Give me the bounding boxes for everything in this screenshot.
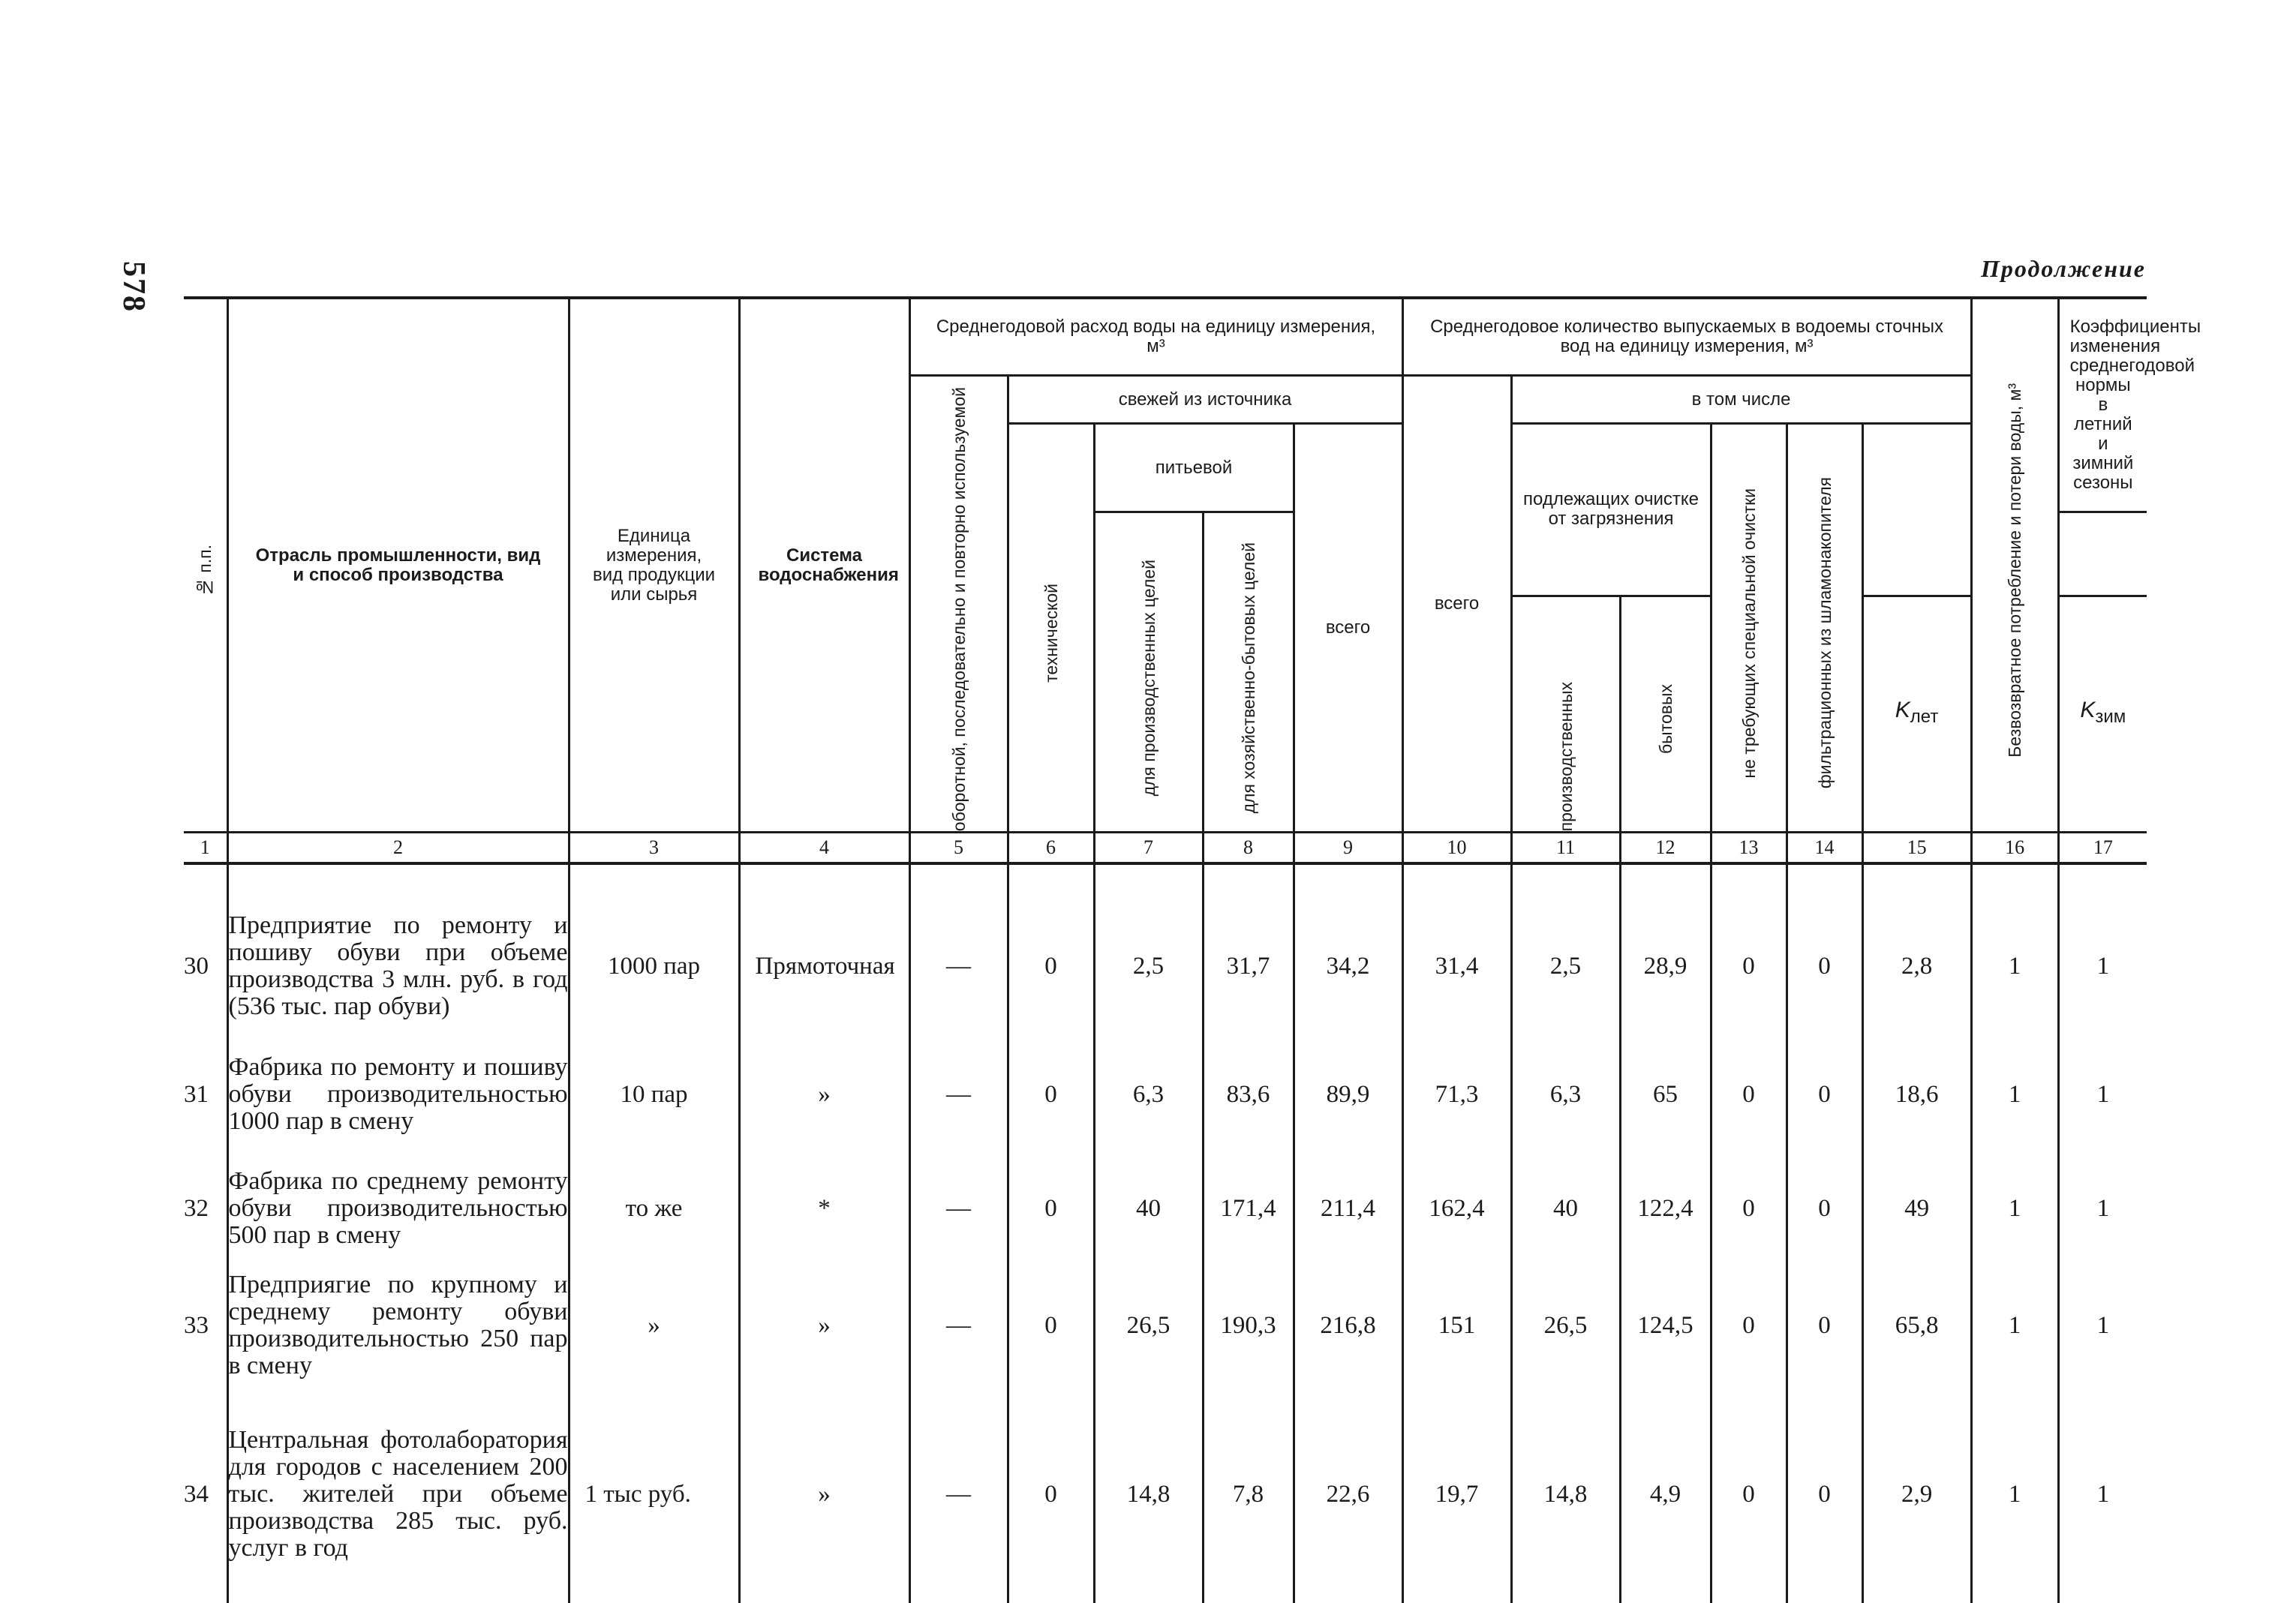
row-system: »: [739, 1265, 909, 1385]
cell-c12: 28,9: [1620, 895, 1711, 1037]
col-unit-header: Единица измерения, вид продукции или сырья: [569, 298, 739, 833]
table-row: [184, 1151, 2147, 1265]
cell-c14: 0: [1787, 1265, 1862, 1385]
cell-c11: 26,5: [1511, 1265, 1620, 1385]
col-losses-header: Безвозвратное потребление и потери воды, м³: [1971, 298, 2058, 833]
cell-c6: 0: [1008, 1037, 1094, 1151]
cell-c10: 19,7: [1402, 1385, 1511, 1603]
coef-spacer: [1862, 512, 2058, 596]
cell-c8: 190,3: [1203, 1265, 1294, 1385]
cell-c15: 2,9: [1862, 1385, 1971, 1603]
col-recycled-header: оборотной, последовательно и повторно используемой: [909, 376, 1008, 833]
colnum-1: 1: [184, 833, 227, 864]
row-description: Предприятие по ремонту и пошиву обуви при объеме производства 3 млн. руб. в год (536 тыс. пар обуви): [227, 895, 569, 1037]
cell-c11: 6,3: [1511, 1037, 1620, 1151]
colnum-15: 15: [1862, 833, 1971, 864]
cell-c5: —: [909, 895, 1008, 1037]
cell-c14: 0: [1787, 895, 1862, 1037]
cell-c6: 0: [1008, 1385, 1094, 1603]
cell-c12: 124,5: [1620, 1265, 1711, 1385]
cell-c9: 216,8: [1294, 1265, 1402, 1385]
cell-c7: 40: [1094, 1151, 1203, 1265]
cell-c9: 34,2: [1294, 895, 1402, 1037]
colnum-10: 10: [1402, 833, 1511, 864]
colnum-16: 16: [1971, 833, 2058, 864]
colnum-9: 9: [1294, 833, 1402, 864]
cell-c5: —: [909, 1265, 1008, 1385]
cell-c9: 89,9: [1294, 1037, 1402, 1151]
table-row: [184, 1265, 2147, 1385]
row-description: Фабрика по среднему ремонту обуви производительностью 500 пар в смену: [227, 1151, 569, 1265]
group-consumption-header: Среднегодовой расход воды на единицу измерения, м³: [909, 298, 1402, 376]
col-industry-header: Отрасль промышленности, вид и способ производства: [227, 298, 569, 833]
group-coef-header: Коэффициенты изменения среднегодовой нормы в летний и зимний сезоны: [2058, 298, 2147, 512]
col-production-header: для производственных целей: [1094, 512, 1203, 833]
cell-c7: 26,5: [1094, 1265, 1203, 1385]
cell-c8: 31,7: [1203, 895, 1294, 1037]
cell-c14: 0: [1787, 1385, 1862, 1603]
cell-c14: 0: [1787, 1151, 1862, 1265]
cell-c10: 162,4: [1402, 1151, 1511, 1265]
cell-c8: 83,6: [1203, 1037, 1294, 1151]
cell-c6: 0: [1008, 1151, 1094, 1265]
water-norms-table: [184, 296, 2201, 1603]
row-system: »: [739, 1385, 909, 1603]
cell-c9: 22,6: [1294, 1385, 1402, 1603]
page-number: 578: [116, 261, 151, 313]
cell-c13: 0: [1711, 1265, 1787, 1385]
col-technical-header: технической: [1008, 424, 1094, 833]
col-no-treatment-header: не требующих специальной очистки: [1711, 424, 1787, 833]
cell-c11: 2,5: [1511, 895, 1620, 1037]
cell-c8: 171,4: [1203, 1151, 1294, 1265]
col-total-header: всего: [1294, 424, 1402, 833]
colnum-17: 17: [2058, 833, 2147, 864]
cell-c16: 1: [1971, 1265, 2058, 1385]
cell-c15: 49: [1862, 1151, 1971, 1265]
cell-c17: 1: [2058, 895, 2147, 1037]
colnum-7: 7: [1094, 833, 1203, 864]
cell-c7: 6,3: [1094, 1037, 1203, 1151]
group-discharge-header: Среднегодовое количество выпускаемых в водоемы сточных вод на единицу измерения, м³: [1402, 298, 1971, 376]
group-including-header: в том числе: [1511, 376, 1971, 424]
cell-c6: 0: [1008, 1265, 1094, 1385]
cell-c15: 65,8: [1862, 1265, 1971, 1385]
cell-c12: 65: [1620, 1037, 1711, 1151]
cell-c13: 0: [1711, 1385, 1787, 1603]
cell-c12: 4,9: [1620, 1385, 1711, 1603]
cell-c12: 122,4: [1620, 1151, 1711, 1265]
row-number: 34: [184, 1385, 227, 1603]
row-unit: то же: [569, 1151, 739, 1265]
cell-c13: 0: [1711, 895, 1787, 1037]
cell-c8: 7,8: [1203, 1385, 1294, 1603]
group-treatment-header: подлежащих очистке от загрязнения: [1511, 424, 1711, 596]
row-unit: 10 пар: [569, 1037, 739, 1151]
cell-c6: 0: [1008, 895, 1094, 1037]
col-domestic-header: бытовых: [1620, 596, 1711, 832]
cell-c5: —: [909, 1385, 1008, 1603]
cell-c5: —: [909, 1037, 1008, 1151]
table-row: [184, 1037, 2147, 1151]
row-unit: »: [569, 1265, 739, 1385]
cell-c15: 2,8: [1862, 895, 1971, 1037]
colnum-11: 11: [1511, 833, 1620, 864]
row-description: Предприягие по крупному и среднему ремонту обуви производительностью 250 пар в смену: [227, 1265, 569, 1385]
cell-c10: 31,4: [1402, 895, 1511, 1037]
cell-c16: 1: [1971, 895, 2058, 1037]
cell-c16: 1: [1971, 1037, 2058, 1151]
cell-c16: 1: [1971, 1385, 2058, 1603]
cell-c17: 1: [2058, 1037, 2147, 1151]
col-k-winter-header: $K_{зим}$: [2058, 596, 2147, 832]
cell-c11: 40: [1511, 1151, 1620, 1265]
continuation-label: Продолжение: [1981, 255, 2146, 282]
row-unit: 1 тыс руб.: [569, 1385, 739, 1603]
row-number: 32: [184, 1151, 227, 1265]
row-system: *: [739, 1151, 909, 1265]
cell-c17: 1: [2058, 1265, 2147, 1385]
row-description: Центральная фотолаборатория для городов с населением 200 тыс. жителей при объеме производства 285 тыс. руб. услуг в год: [227, 1385, 569, 1603]
colnum-13: 13: [1711, 833, 1787, 864]
col-number-header: № п.п.: [184, 298, 227, 833]
group-drinking-header: питьевой: [1094, 424, 1294, 512]
row-unit: 1000 пар: [569, 895, 739, 1037]
table-row: [184, 1385, 2147, 1603]
cell-c15: 18,6: [1862, 1037, 1971, 1151]
cell-c17: 1: [2058, 1385, 2147, 1603]
colnum-2: 2: [227, 833, 569, 864]
colnum-8: 8: [1203, 833, 1294, 864]
cell-c9: 211,4: [1294, 1151, 1402, 1265]
col-industrial-header: производственных: [1511, 596, 1620, 832]
cell-c13: 0: [1711, 1037, 1787, 1151]
row-number: 31: [184, 1037, 227, 1151]
col-household-header: для хозяйственно-бытовых целей: [1203, 512, 1294, 833]
row-system: Прямоточная: [739, 895, 909, 1037]
col-discharge-total-header: всего: [1402, 376, 1511, 833]
cell-c11: 14,8: [1511, 1385, 1620, 1603]
cell-c10: 151: [1402, 1265, 1511, 1385]
col-system-header: Система водоснабжения: [739, 298, 909, 833]
cell-c13: 0: [1711, 1151, 1787, 1265]
group-fresh-header: свежей из источника: [1008, 376, 1402, 424]
colnum-4: 4: [739, 833, 909, 864]
row-number: 33: [184, 1265, 227, 1385]
cell-c7: 2,5: [1094, 895, 1203, 1037]
colnum-5: 5: [909, 833, 1008, 864]
row-description: Фабрика по ремонту и пошиву обуви производительностью 1000 пар в смену: [227, 1037, 569, 1151]
col-k-summer-header: $K_{лет}$: [1862, 596, 1971, 832]
col-filtration-header: фильтрационных из шламонакопителя: [1787, 424, 1862, 833]
colnum-12: 12: [1620, 833, 1711, 864]
row-number: 30: [184, 895, 227, 1037]
cell-c10: 71,3: [1402, 1037, 1511, 1151]
row-system: »: [739, 1037, 909, 1151]
cell-c17: 1: [2058, 1151, 2147, 1265]
colnum-14: 14: [1787, 833, 1862, 864]
colnum-3: 3: [569, 833, 739, 864]
cell-c16: 1: [1971, 1151, 2058, 1265]
table-row: [184, 895, 2147, 1037]
cell-c14: 0: [1787, 1037, 1862, 1151]
cell-c7: 14,8: [1094, 1385, 1203, 1603]
colnum-6: 6: [1008, 833, 1094, 864]
cell-c5: —: [909, 1151, 1008, 1265]
